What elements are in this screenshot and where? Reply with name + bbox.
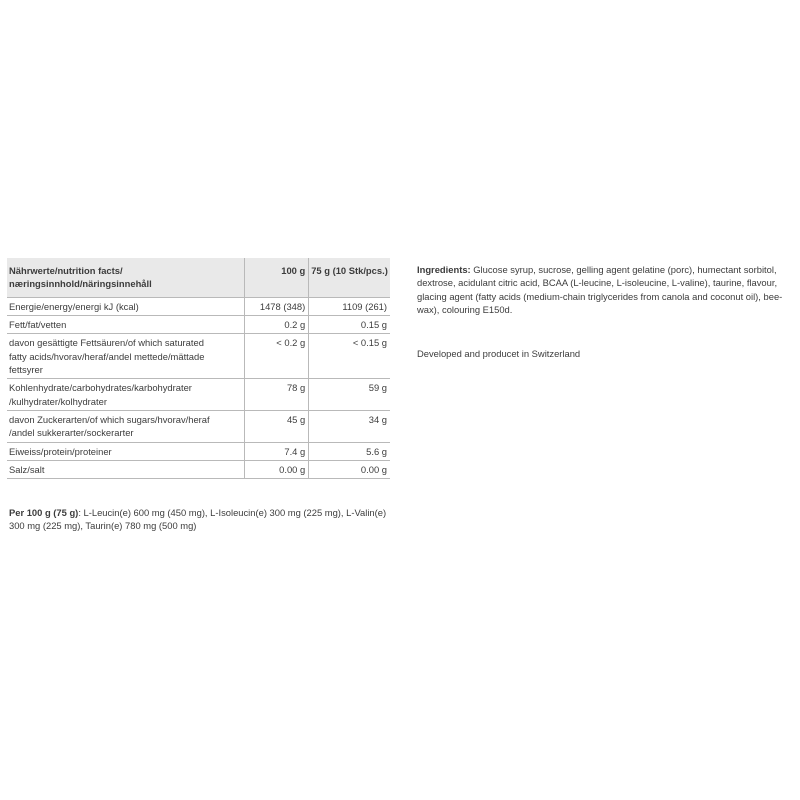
value-75g: < 0.15 g (309, 334, 390, 379)
ingredients-heading: Ingredients: (417, 264, 471, 275)
value-100g: 7.4 g (245, 442, 309, 460)
value-75g: 0.00 g (309, 461, 390, 479)
nutrient-label: Fett/fat/vetten (7, 316, 245, 334)
value-100g: 0.2 g (245, 316, 309, 334)
nutrition-row (7, 316, 390, 334)
nutrient-label: Kohlenhydrate/carbohydrates/karbohydrater /kulhydrater/kolhydrater (7, 379, 245, 411)
nutrition-row (7, 442, 390, 460)
value-100g: 1478 (348) (245, 297, 309, 315)
origin-text: Developed and producet in Switzerland (417, 348, 581, 359)
per-note-text: : L-Leucin(e) 600 mg (450 mg), L-Isoleucin(e) 300 mg (225 mg), L-Valin(e) 300 mg (225 mg), Taurin(e) 780 mg (500 mg) (9, 507, 387, 532)
nutrition-row (7, 379, 390, 411)
nutrition-row (7, 334, 390, 379)
nutrient-label: Salz/salt (7, 461, 245, 479)
nutrient-label: davon gesättigte Fettsäuren/of which saturated fatty acids/hvorav/heraf/andel mettede/mättade fettsyrer (7, 334, 245, 379)
value-75g: 1109 (261) (309, 297, 390, 315)
per-note-lead: Per 100 g (75 g) (9, 507, 79, 518)
nutrition-table (7, 258, 390, 479)
value-75g: 0.15 g (309, 316, 390, 334)
value-100g: 78 g (245, 379, 309, 411)
nutrition-row (7, 461, 390, 479)
ingredients-block (417, 263, 797, 316)
value-75g: 34 g (309, 411, 390, 443)
header-100g: 100 g (245, 258, 309, 297)
nutrient-label: davon Zuckerarten/of which sugars/hvorav/heraf /andel sukkerarter/sockerarter (7, 411, 245, 443)
header-75g: 75 g (10 Stk/pcs.) (309, 258, 390, 297)
value-100g: 0.00 g (245, 461, 309, 479)
ingredients-text: Glucose syrup, sucrose, gelling agent gelatine (porc), humectant sorbitol, dextrose, acidulant citric acid, BCAA (L-leucine, L-isoleucine, L-valine), taurine, flavour, glacing agent (fatty acids (medium-chain triglycerides from canola and coconut oil), bee-wax), colouring E150d. (417, 264, 783, 316)
value-75g: 5.6 g (309, 442, 390, 460)
value-100g: 45 g (245, 411, 309, 443)
nutrition-header-row (7, 258, 390, 297)
nutrient-label: Eiweiss/protein/proteiner (7, 442, 245, 460)
value-75g: 59 g (309, 379, 390, 411)
header-label: Nährwerte/nutrition facts/ næringsinnhold/näringsinnehåll (7, 258, 245, 297)
per-100g-note (9, 506, 389, 533)
value-100g: < 0.2 g (245, 334, 309, 379)
nutrition-row (7, 411, 390, 443)
nutrition-row (7, 297, 390, 315)
nutrient-label: Energie/energy/energi kJ (kcal) (7, 297, 245, 315)
